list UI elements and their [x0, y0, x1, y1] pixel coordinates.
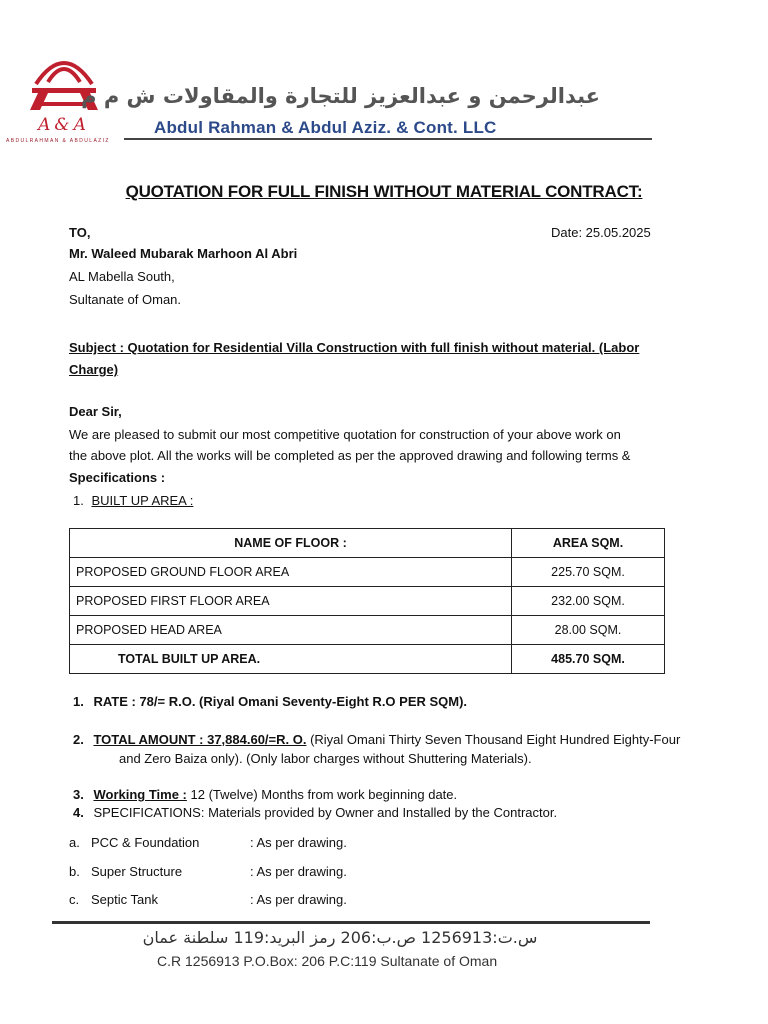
recipient-address-line2: Sultanate of Oman.: [69, 292, 182, 307]
quotation-date: Date: 25.05.2025: [551, 225, 651, 240]
total-amount-item: [73, 732, 680, 747]
column-header-floor: NAME OF FLOOR :: [70, 529, 512, 558]
document-title: QUOTATION FOR FULL FINISH WITHOUT MATERIAL CONTRACT:: [125, 182, 643, 201]
spec-name: Super Structure: [91, 864, 183, 879]
table-total-row: [70, 645, 665, 674]
total-label: TOTAL BUILT UP AREA.: [70, 645, 512, 674]
table-header-row: [70, 529, 665, 558]
logo-text: A&A: [38, 115, 90, 135]
rate-num: 1.: [73, 694, 84, 709]
built-up-area-heading: [73, 493, 193, 508]
body-line1: We are pleased to submit our most competitive quotation for construction of your above work on: [69, 427, 621, 442]
company-name-arabic: عبدالرحمن و عبدالعزيز للتجارة والمقاولات ش م م: [81, 84, 600, 108]
spec-letter: b.: [69, 864, 80, 879]
spec-value: : As per drawing.: [250, 864, 347, 879]
specifications-text: SPECIFICATIONS: Materials provided by Owner and Installed by the Contractor.: [93, 805, 558, 820]
spec-item: [69, 892, 347, 907]
spec-name: PCC & Foundation: [91, 835, 200, 850]
total-amount-text1: (Riyal Omani Thirty Seven Thousand Eight Hundred Eighty-Four: [306, 732, 681, 747]
spec-letter: c.: [69, 892, 80, 907]
logo-arch-outer: [36, 63, 92, 84]
specifications-item: [73, 805, 557, 820]
logo-left-leg: [30, 93, 48, 110]
floor-name: PROPOSED GROUND FLOOR AREA: [70, 558, 512, 587]
floor-area: 232.00 SQM.: [512, 587, 665, 616]
column-header-area: AREA SQM.: [512, 529, 665, 558]
rate-text: RATE : 78/= R.O. (Riyal Omani Seventy-Eight R.O PER SQM).: [93, 694, 468, 709]
table-row: [70, 587, 665, 616]
floor-name: PROPOSED HEAD AREA: [70, 616, 512, 645]
working-time-item: [73, 787, 457, 802]
built-up-label: BUILT UP AREA :: [91, 493, 194, 508]
total-amount-text2: and Zero Baiza only). (Only labor charges without Shuttering Materials).: [119, 751, 532, 766]
table-row: [70, 558, 665, 587]
footer-address-english: C.R 1256913 P.O.Box: 206 P.C:119 Sultanate of Oman: [157, 953, 498, 969]
working-time-label: Working Time :: [93, 787, 187, 802]
floor-name: PROPOSED FIRST FLOOR AREA: [70, 587, 512, 616]
floor-area: 28.00 SQM.: [512, 616, 665, 645]
total-area: 485.70 SQM.: [512, 645, 665, 674]
floor-area-table: [69, 528, 665, 674]
spec-value: : As per drawing.: [250, 892, 347, 907]
company-name-english: Abdul Rahman & Abdul Aziz. & Cont. LLC: [154, 118, 497, 137]
working-time-text: 12 (Twelve) Months from work beginning date.: [186, 787, 458, 802]
total-amount-label: TOTAL AMOUNT : 37,884.60/=R. O.: [93, 732, 307, 747]
recipient-to: TO,: [69, 225, 91, 240]
body-line2: the above plot. All the works will be completed as per the approved drawing and following terms &: [69, 448, 631, 463]
spec-item: [69, 835, 347, 850]
spec-name: Septic Tank: [91, 892, 158, 907]
footer-address-arabic: س.ت:1256913 ص.ب:206 رمز البريد:119 سلطنة عمان: [142, 928, 538, 947]
recipient-address-line1: AL Mabella South,: [69, 269, 175, 284]
specifications-num: 4.: [73, 805, 84, 820]
subject-line1: Subject : Quotation for Residential Villa Construction with full finish without material. (Labor: [69, 340, 640, 355]
total-amount-num: 2.: [73, 732, 84, 747]
subject-line2: Charge): [69, 362, 119, 377]
spec-item: [69, 864, 347, 879]
specifications-heading: Specifications :: [69, 470, 166, 485]
rate-item: [73, 694, 467, 709]
built-up-num: 1.: [73, 493, 84, 508]
logo-caption: ABDULRAHMAN & ABDULAZIZ: [6, 138, 110, 144]
spec-letter: a.: [69, 835, 80, 850]
recipient-name: Mr. Waleed Mubarak Marhoon Al Abri: [69, 246, 298, 261]
floor-area: 225.70 SQM.: [512, 558, 665, 587]
table-row: [70, 616, 665, 645]
salutation: Dear Sir,: [69, 404, 122, 419]
working-time-num: 3.: [73, 787, 84, 802]
header-divider: [124, 138, 652, 140]
footer-divider: [52, 921, 650, 924]
spec-value: : As per drawing.: [250, 835, 347, 850]
logo-arch-inner: [48, 69, 80, 82]
